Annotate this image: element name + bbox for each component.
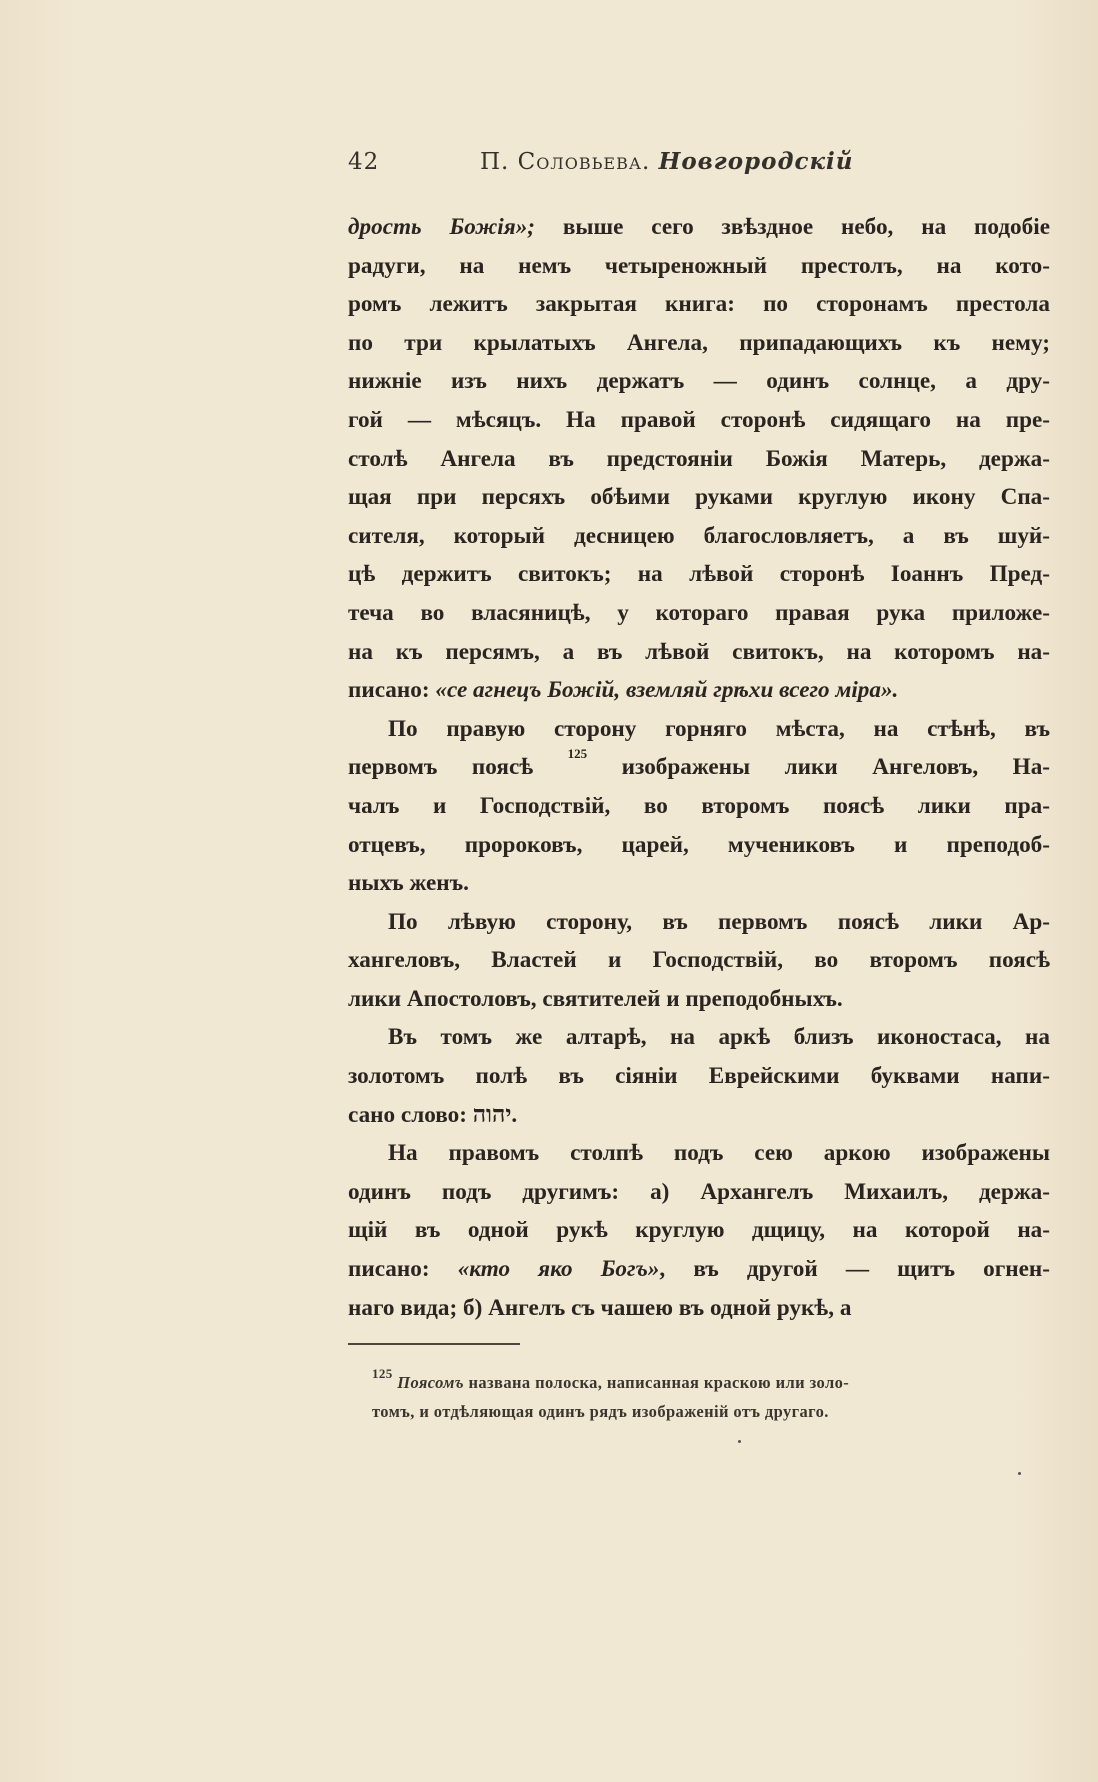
text-line [348,285,1050,324]
running-header [348,148,1048,175]
text-run: По правую сторону горняго мѣста, на стѣнѣ, въ [388,715,1050,742]
text-line [348,247,1050,286]
text-line [348,440,1050,479]
header-title: Новгородскій [658,148,854,175]
text-run: чалъ и Господствій, во второмъ поясѣ лики пра- [348,792,1050,819]
text-run: выше сего звѣздное небо, на подобіе [535,214,1050,240]
body-text [348,208,1050,1327]
text-line [348,941,1050,980]
page-number: 42 [348,149,380,175]
text-line [348,710,1050,749]
text-run: цѣ держитъ свитокъ; на лѣвой сторонѣ Іоаннъ Пред- [348,561,1050,588]
text-line [348,1134,1050,1173]
footnote-text-2: томъ, и отдѣляющая одинъ рядъ изображеній отъ другаго. [372,1402,829,1421]
footnote-rule [348,1343,520,1345]
text-line [348,594,1050,633]
footnote-term: Поясомъ [397,1373,464,1392]
text-run: , въ другой — щитъ огнен- [659,1256,1050,1283]
header-author: П. Соловьева. [480,149,651,175]
text-line [348,324,1050,363]
text-run: щій въ одной рукѣ круглую дщицу, на которой на- [348,1217,1050,1244]
text-run: столѣ Ангела въ предстояніи Божія Матерь, держа- [348,445,1050,472]
text-line [348,787,1050,826]
text-line [348,208,1050,247]
text-run: теча во власяницѣ, у котораго правая рука приложе- [348,599,1050,626]
text-run: писано: [348,1256,458,1283]
text-line [348,517,1050,556]
text-run: хангеловъ, Властей и Господствій, во второмъ поясѣ [348,947,1050,974]
footnote-line [372,1368,1052,1397]
text-line [348,401,1050,440]
text-run: по три крылатыхъ Ангела, припадающихъ къ нему; [348,329,1050,356]
text-line [348,1289,1050,1328]
italic-run: «кто яко Богъ» [457,1256,660,1283]
text-line [348,826,1050,865]
text-line [348,980,1050,1019]
italic-run: «се агнецъ Божій, вземляй грѣхи всего міра». [435,677,899,704]
text-run: наго вида; б) Ангелъ съ чашею въ одной рукѣ, а [348,1294,852,1321]
text-line [348,671,1050,710]
text-line [348,633,1050,672]
text-run: сано слово: יהוה. [348,1101,518,1128]
text-run: Въ томъ же алтарѣ, на аркѣ близъ иконостаса, на [388,1024,1050,1051]
footnote [372,1368,1052,1426]
text-run: щая при персяхъ обѣими руками круглую икону Спа- [348,484,1050,511]
speck [738,1440,741,1443]
text-run: одинъ подъ другимъ: а) Архангелъ Михаилъ, держа- [348,1178,1050,1205]
text-run: первомъ поясѣ [348,754,568,781]
footnote-line [372,1397,1052,1426]
text-line [348,864,1050,903]
text-line [348,1250,1050,1289]
text-run: сителя, который десницею благословляетъ, а въ шуй- [348,522,1050,549]
text-line [348,555,1050,594]
text-run: На правомъ столпѣ подъ сею аркою изображены [388,1140,1050,1167]
footnote-marker: 125 [372,1366,393,1381]
footnote-text-1: названа полоска, написанная краскою или золо- [463,1373,850,1392]
text-run: По лѣвую сторону, въ первомъ поясѣ лики Ар- [388,908,1050,935]
text-run: золотомъ полѣ въ сіяніи Еврейскими буквами напи- [348,1063,1050,1090]
text-line [348,1173,1050,1212]
speck [1018,1472,1021,1475]
text-run: радуги, на немъ четыреножный престолъ, на кото- [348,252,1050,279]
text-run: на къ персямъ, а въ лѣвой свитокъ, на которомъ на- [348,638,1050,665]
text-run: ромъ лежитъ закрытая книга: по сторонамъ престола [348,291,1050,318]
text-run: ныхъ женъ. [348,870,469,897]
text-line [348,1018,1050,1057]
text-run: лики Апостоловъ, святителей и преподобныхъ. [348,985,843,1012]
text-line [348,1211,1050,1250]
text-line [348,1096,1050,1135]
text-run: гой — мѣсяцъ. На правой сторонѣ сидящаго на пре- [348,406,1050,433]
text-line [348,748,1050,787]
text-run: писано: [348,677,436,704]
text-line [348,478,1050,517]
italic-run: дрость Божія»; [348,214,536,240]
text-run: отцевъ, пророковъ, царей, мучениковъ и преподоб- [348,831,1050,858]
text-line [348,903,1050,942]
footnote-ref: 125 [567,746,588,762]
text-line [348,362,1050,401]
text-run: нижніе изъ нихъ держатъ — одинъ солнце, а дру- [348,368,1050,395]
text-line [348,1057,1050,1096]
text-run: изображены лики Ангеловъ, На- [587,754,1051,781]
